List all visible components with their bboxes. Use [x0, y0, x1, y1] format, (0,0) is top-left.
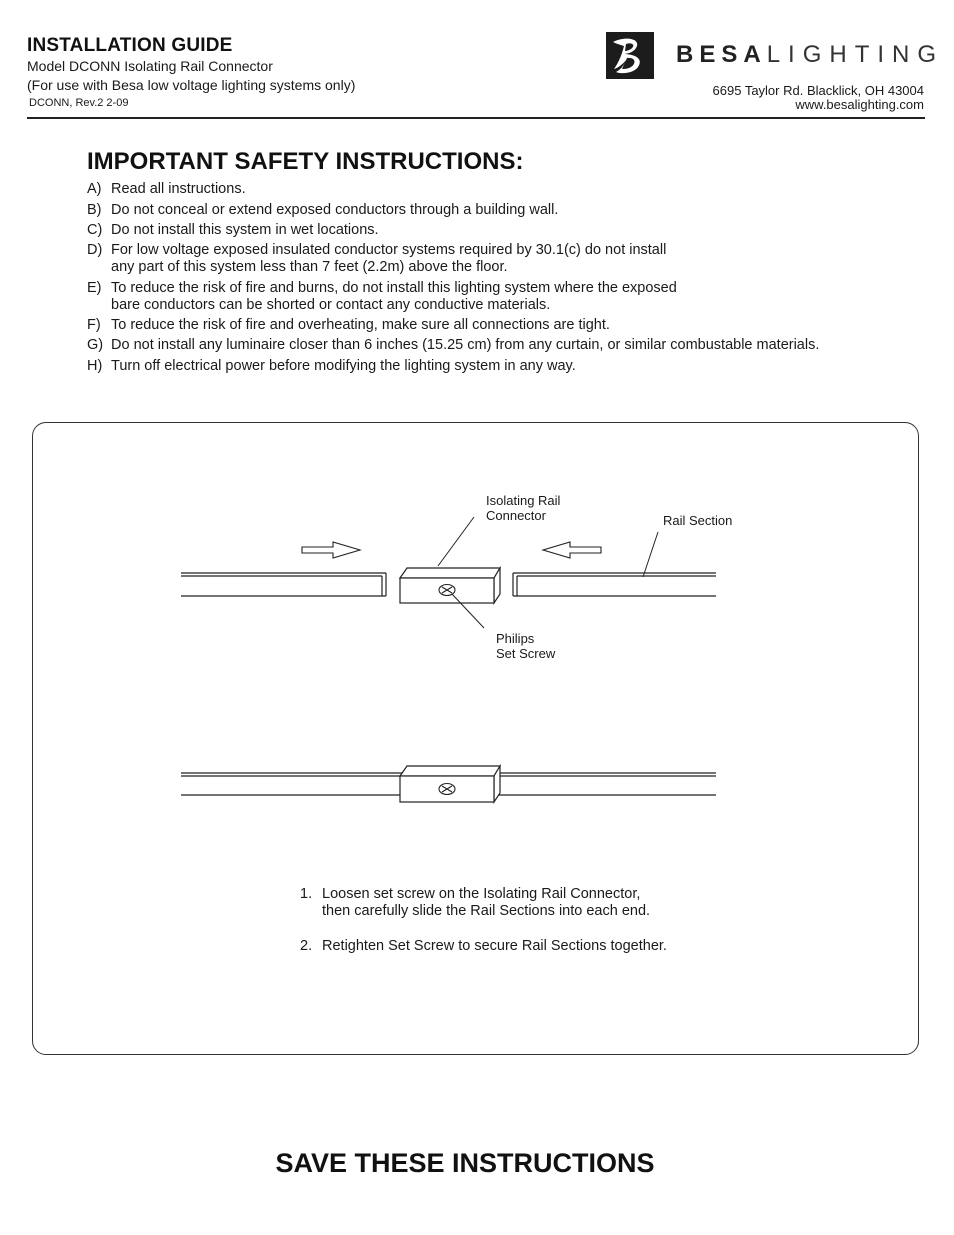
save-instructions-heading: SAVE THESE INSTRUCTIONS	[275, 1148, 655, 1178]
brand-light: LIGHTING	[766, 41, 945, 68]
label-connector: Isolating Rail Connector	[486, 493, 561, 523]
set-screw-icon	[439, 585, 455, 596]
usage-note: (For use with Besa low voltage lighting systems only)	[27, 77, 356, 93]
label-set-screw: Philips Set Screw	[496, 631, 556, 661]
arrow-left-icon	[543, 542, 601, 558]
company-website: www.besalighting.com	[795, 97, 924, 112]
assembled-set-screw-icon	[439, 784, 455, 795]
guide-title: INSTALLATION GUIDE	[27, 35, 233, 56]
safety-title: IMPORTANT SAFETY INSTRUCTIONS:	[87, 148, 524, 175]
rail-section-right	[513, 573, 716, 596]
company-address: 6695 Taylor Rd. Blacklick, OH 43004	[712, 83, 924, 98]
brand-bold: BESA	[676, 41, 767, 68]
arrow-right-icon	[302, 542, 360, 558]
label-rail-section: Rail Section	[663, 513, 733, 528]
revision-note: DCONN, Rev.2 2-09	[29, 97, 129, 109]
rail-section-left	[181, 573, 386, 596]
model-name: Model DCONN Isolating Rail Connector	[27, 58, 273, 74]
